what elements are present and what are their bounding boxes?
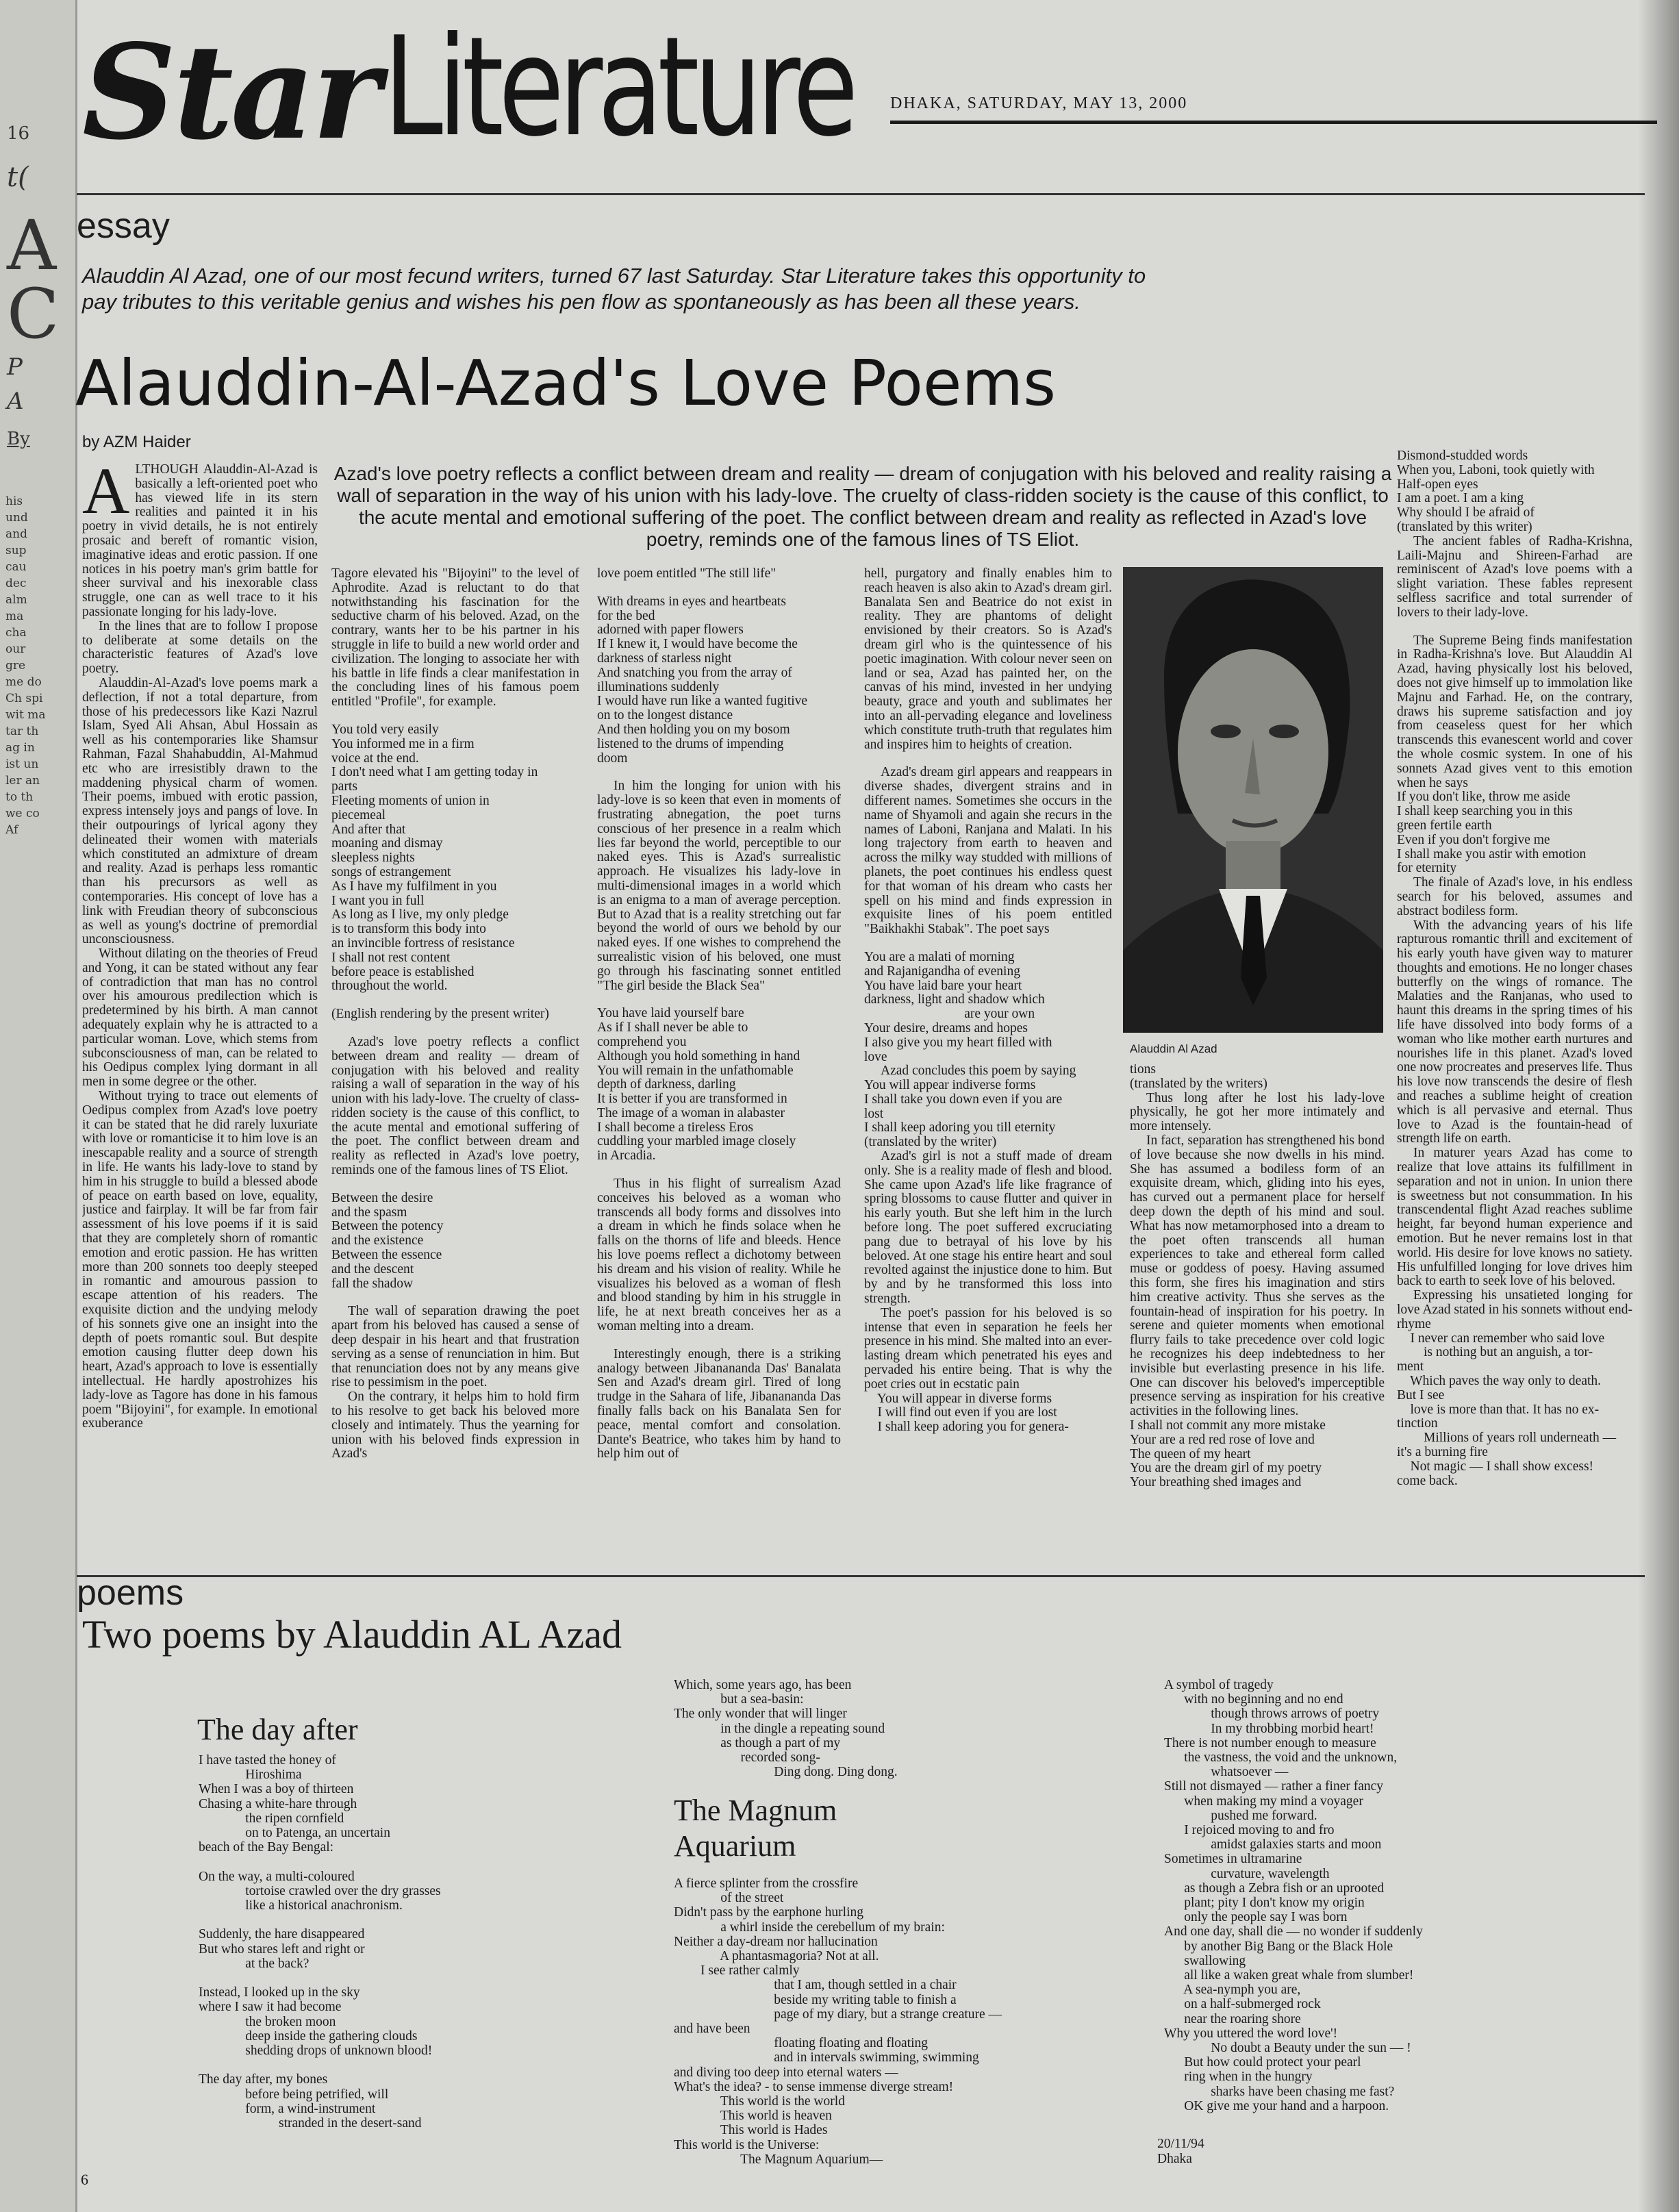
gutter-letter: By [7,429,30,449]
gutter-fragments: his und and sup cau dec alm ma cha our gre me do Ch spi wit ma tar th ag in ist un ler an to th we co Af [5,494,46,837]
gutter-letter: t( [7,162,29,193]
paragraph: In maturer years Azad has come to realize that love attains its fulfillment in separation and not in union. In union there is sweetness but not consummation. In his transcendental flight Azad reaches sublime height, far beyond human experience and emotion. But he never remains lost in that world. His desire for love knows no satiety. His unfulfilled longing for love drives him back to earth to seek love of his beloved. [1397,1146,1632,1289]
paragraph: Without dilating on the theories of Freud and Yong, it can be stated without any fear of contradiction that man has no control over his amourous predilection which is predetermined by his birth. A man cannot adequately explain why he is attracted to a particular woman. Love, which stems from subconsciousness of man, can be related to his Oedipus complex lying dormant in all men in some degree or the other. [82,946,318,1090]
article-column-5 [1130,1063,1385,1561]
poem-place: Dhaka [1157,2152,1192,2166]
poems-label: poems [77,1573,184,1613]
previous-page-gutter [0,0,77,2212]
paragraph: LTHOUGH Alauddin-Al-Azad is basically a left-oriented poet who has viewed life in its stern realities and painted it in his poetry in vivid details, he is not entirely prosaic and bereft of romantic vision, imaginative ideas and erotic passion. If one notices in his poetry man's grim battle for sheer survival and his inexorable class struggle, one can as well trace to it his passionate longing for his lady-love. [82,463,318,619]
pull-quote: Azad's love poetry reflects a conflict between dream and reality — dream of conjugation with his beloved and reality raising a wall of separation in the way of his union with his lady-love. The cruelty of class-ridden society is the cause of this conflict, to the acute mental and emotional suffering of the poet. The conflict between dream and reality as reflected in Azad's love poetry, reminds one of the famous lines of TS Eliot. [333,463,1392,550]
article-byline: by AZM Haider [82,433,191,451]
essay-label: essay [77,206,170,246]
paragraph: The ancient fables of Radha-Krishna, Laili-Majnu and Shireen-Farhad are reminiscent of Azad's love poems with a slight variation. These fables represent selfless sacrifice and total surrender of lovers to their lady-love. [1397,533,1632,620]
page-edge-shadow [1638,0,1679,2212]
paragraph: In the lines that are to follow I propose to deliberate at some details on the characteristic features of Azad's love poetry. [82,618,318,677]
author-photo [1123,567,1383,1033]
poem-title: The day after [197,1713,358,1746]
verse: You are a malati of morning and Rajanigandha of evening You have laid bare your heart darkness, light and shadow which are your own Your desire, dreams and hopes I also give you my heart filled with love [864,949,1052,1064]
poem-text: Which, some years ago, has been but a sea-basin: The only wonder that will linger in the dingle a repeating sound as though a part of my recorded song- Ding dong. Ding dong. [674,1678,898,1780]
article-column-6 [1397,449,1632,1561]
article-column-3 [597,567,841,1561]
poem-text: A symbol of tragedy with no beginning and no end though throws arrows of poetry In my throbbing morbid heart! There is not number enough to measure the vastness, the void and the unknown, whatsoever — Still not dismayed — rather a finer fancy when making my mind a voyager pushed me forward. I rejoiced moving to and fro amidst galaxies starts and moon Sometimes in ultramarine curvature, wavelength as though a Zebra fish or an uprooted plant; pity I don't know my origin only the people say I was born And one day, shall die — no wonder if suddenly by another Big Bang or the Black Hole swallowing all like a waken great whale from slumber! A sea-nymph you are, on a half-submerged rock near the roaring shore Why you uttered the word love'! No doubt a Beauty under the sun — ! But how could protect your pearl ring when in the hungry sharks have been chasing me fast? OK give me your hand and a harpoon. [1164,1678,1423,2113]
verse: I shall not commit any more mistake Your are a red red rose of love and The queen of my heart You are the dream girl of my poetry Your breathing shed images and [1130,1418,1326,1490]
gutter-letter: P [7,353,23,381]
masthead-literature: Literature [383,8,853,167]
verse: With dreams in eyes and heartbeats for the bed adorned with paper flowers If I knew it, I would have become the darkness of starless night And snatching you from the array of illuminations suddenly I would have run like a wanted fugitive on to the longest distance And then holding you on my bosom listened to the drums of impending doom [597,594,808,766]
verse: If you don't like, throw me aside I shall keep searching you in this green fertile earth Even if you don't forgive me I shall make you astir with emotion for eternity [1397,790,1587,876]
verse: Between the desire and the spasm Between the potency and the existence Between the essence and the descent fall the shadow [331,1190,444,1291]
article-column-2 [331,567,579,1561]
gutter-letter: C [7,274,60,354]
paragraph: Azad's dream girl appears and reappears in diverse shades, divergent strains and in different names. Sometimes she occurs in the name of Shyamoli and again she recurs in the names of Laboni, Ranjana and Malati. In his long trajectory from earth to heaven and across the milky way studded with millions of planets, the poet continues his endless quest for that woman of his dream who casts her spell on his mind and finds expression in exquisite lines of his poem entitled "Baikhakhi Stabak". The poet says [864,765,1112,937]
poems-section-rule [77,1575,1645,1577]
paragraph: Alauddin-Al-Azad's love poems mark a deflection, if not a total departure, from those of his predecessors like Kazi Nazrul Islam, Syed Ali Ahsan, Abul Hossain as well as his contemporaries like Shamsur Rahman, Fazal Shahabuddin, Al-Mahmud etc who are irresistibly drawn to the maddening physical charm of women. Their poems, imbued with erotic passion, express intensely joys and pangs of love. In their outpourings of lyrical agony they delineated their women with materials which constituted an admixture of dream and reality. Azad is perhaps less romantic than his precursors as well as contemporaries. His concept of love has a link with Freudian theory of subconscious as well as young's doctrine of premordial unconsciousness. [82,675,318,947]
masthead-star: Star [82,16,379,168]
masthead-rule [890,121,1657,124]
paragraph: On the contrary, it helps him to hold firm to his resolve to get back his beloved more closely and intimately. Thus the yearning for union with his beloved finds expression in Azad's [331,1390,579,1461]
paragraph: In him the longing for union with his lady-love is so keen that even in moments of frustrating abnegation, the poet turns conscious of her presence in a realm which lies far beyond the world, perceptible to our naked eyes. This is Azad's surrealistic approach. He visualizes his lady-love in multi-dimensional images in a world which is an enigma to a man of average perception. But to Azad that is a reality stretching out far beyond the world of ours we behold by our naked eyes. If one wishes to comprehend the surrealistic vision of his beloved, one must go through his fascinating sonnet entitled "The girl beside the Black Sea" [597,779,841,993]
paragraph: Azad concludes this poem by saying You will appear indiverse forms I shall take you down even if you are lost I shall keep adoring you till eternity (translated by the writer) [864,1064,1076,1150]
gutter-letter: A [7,388,24,415]
paragraph: The Supreme Being finds manifestation in Radha-Krishna's love. But Alauddin Al Azad, having physically lost his beloved, does not give himself up to immolation like Majnu and Farhad. He, on the contrary, draws his supreme satisfaction and joy from ceaseless quest for her which transcends this evanescent world and cover the whole cosmic system. In one of his sonnets Azad gives vent to this emotion when he says [1397,633,1632,790]
verse: Dismond-studded words When you, Laboni, took quietly with Half-open eyes I am a poet. I am a king Why should I be afraid of (translated by this writer) [1397,449,1595,534]
essay-intro: Alauddin Al Azad, one of our most fecund writers, turned 67 last Saturday. Star Literature takes this opportunity to pay tributes to this veritable genius and wishes his pen flow as spontaneously as has been all these years. [82,264,1146,314]
poems-title: Two poems by Alauddin AL Azad [82,1612,622,1657]
gutter-page-number: 16 [7,123,30,144]
verse: I never can remember who said love is nothing but an anguish, a tor- ment Which paves the way only to death. But I see love is more than that. It has no ex- tinction Millions of years roll underneath — it's a burning fire Not magic — I shall show excess! come back. [1397,1331,1617,1488]
paragraph: love poem entitled "The still life" [597,567,777,581]
paragraph: The finale of Azad's love, in his endless search for his beloved, assumes and abstract bodiless form. [1397,875,1632,918]
paragraph: Without trying to trace out elements of Oedipus complex from Azad's love poetry it can be stated that he did rarely luxuriate with love or romanticise it to him love is an inescapable reality and a source of strength in life. He wants his lady-love to stand by him in his struggle to build a blessed abode of peace on earth based on love, equality, justice and fairplay. It will be far from fair assessment of his love poems if it is said that they are completely shorn of romantic emotion and erotic passion. He has written more than 200 sonnets too deeply steeped in romantic and amourous passion to escape attention of his readers. The exquisite diction and the undying melody of his sonnets give one an insight into the depth of poets romantic soul. But despite emotion causing flutter deep down his heart, Azad's approach to love is essentially intellectual. He hardly apostrohizes his lady-love as Tagore has done in his famous poem "Bijoyini", for example. In emotional exuberance [82,1089,318,1431]
poem-text: A fierce splinter from the crossfire of the street Didn't pass by the earphone hurling a whirl inside the cerebellum of my brain: Neither a day-dream nor hallucination A phantasmagoria? Not at all. I see rather calmly that I am, though settled in a chair beside my writing table to finish a page of my diary, but a strange creature — and have been floating floating and floating and in intervals swimming, swimming and diving too deep into eternal waters — What's the idea? - to sense immense diverge stream! This world is the world This world is heaven This world is Hades This world is the Universe: The Magnum Aquarium— [674,1876,1002,2167]
paragraph: Azad's love poetry reflects a conflict between dream and reality — dream of conjugation with his beloved and reality raising a wall of separation in the way of his union with his lady-love. The cruelty of class-ridden society is the cause of this conflict, to the acute mental and emotional suffering of the poet. The conflict between dream and reality as reflected in Azad's love poetry, reminds one of the famous lines of TS Eliot. [331,1034,579,1178]
article-column-4 [864,567,1112,1561]
photo-caption: Alauddin Al Azad [1130,1042,1217,1055]
paragraph: With the advancing years of his life rapturous romantic thrill and excitement of his early youth have given way to maturer thoughts and emotions. He no longer chases butterfly on the wings of romance. The Malaties and the Ranjanas, who used to haunt this dreams in the spring times of his life have dissolved into body forms of a woman who like mother earth nurtures and nourishes life in this planet. Azad's loved one now procreates and preserves life. Thus his love now transcends the desire of flesh and reaches a sublime height of creation which is all pervasive and eternal. Thus love to Azad is the fountain-head of strength life on earth. [1397,918,1632,1146]
issue-date: DHAKA, SATURDAY, MAY 13, 2000 [890,95,1188,112]
paragraph: hell, purgatory and finally enables him to reach heaven is also akin to Azad's dream girl. Banalata Sen and Beatrice do not exist in reality. They are phantoms of delight envisioned by their creators. So is Azad's dream girl who is the quintessence of his poetic imagination. With colour never seen on land or sea, Azad has painted her, on the canvas of his mind, invested in her undying beauty, grace and youth and sublimates her into an all-pervading elegance and loveliness which constitute truth-truth that regulates him and inspires him to heights of creation. [864,567,1112,752]
verse: tions (translated by the writers) [1130,1063,1267,1091]
portrait-illustration [1123,567,1383,1033]
paragraph: Thus in his flight of surrealism Azad conceives his beloved as a woman who transcends all body forms and dissolves into a dream in which he finds solace when he falls on the thorns of life and bleeds. Hence his love poems reflect a dichotomy between his dream and his vision of reality. While he visualizes his beloved as a woman of flesh and blood standing by him in his struggle in life, he at next breath conceives her as a woman melting into a dream. [597,1177,841,1334]
drop-cap: A [82,463,130,527]
article-headline: Alauddin-Al-Azad's Love Poems [75,347,1057,420]
paragraph: The wall of separation drawing the poet apart from his beloved has caused a sense of deep despair in his heart and that frustration serving as a sense of renunciation in him. But that renunciation does not by any means give rise to pessimism in the poet. [331,1304,579,1390]
paragraph: In fact, separation has strengthened his bond of love because she now dwells in his mind. She has assumed a bodiless form of an exquisite dream, which, gliding into his eyes, has curved out a permanent place for herself deep down the depth of his mind and soul. What has now metamorphosed into a dream to the poet often transcends all human experiences to take and ethereal form called muse or goddess of poesy. Having assumed this form, she fires his imagination and stirs him creative activity. Thus she serves as the fountain-head of inspiration for his poetry. In serene and quieter moments when emotional flurry fails to take precedence over cold logic he recognizes his deep indebtedness to her invisible but everlasting presence in his life. One can discover his beloved's imperceptible presence serving as inspiration for his creative activities in the following lines. [1130,1133,1385,1419]
translation-note: (English rendering by the present writer) [331,1007,549,1022]
poem-date: 20/11/94 [1157,2137,1204,2151]
poem-title: The Magnum Aquarium [674,1794,837,1863]
paragraph: Azad's girl is not a stuff made of dream only. She is a reality made of flesh and blood. She came upon Azad's life like fragrance of spring blossoms to cause flutter and quiver in his early youth. But she left him in the lurch before long. The poet suffered excruciating pang due to betrayal of his love by his beloved. At one stage his entire heart and soul revolted against the injustice done to him. But by and by he transformed this loss into strength. [864,1149,1112,1307]
paragraph: Thus long after he lost his lady-love physically, he got her more intimately and more intensely. [1130,1090,1385,1134]
verse: You told very easily You informed me in a firm voice at the end. I don't need what I am getting today in parts Fleeting moments of union in piecemeal And after that moaning and dismay sleepless nights songs of estrangement As I have my fulfilment in you I want you in full As long as I live, my only pledge is to transform this body into an invincible fortress of resistance I shall not rest content before peace is established throughout the world. [331,722,538,994]
verse: You have laid yourself bare As if I shall never be able to comprehend you Although you hold something in hand You will remain in the unfathomable depth of darkness, darling It is better if you are transformed in The image of a woman in alabaster I shall become a tireless Eros cuddling your marbled image closely in Arcadia. [597,1006,800,1164]
paragraph: The poet's passion for his beloved is so intense that even in separation he feels her presence in his mind. She malted into an ever-lasting dream which penetrated his eyes and pervaded his entire being. That is why the poet cries out in ecstatic pain [864,1305,1112,1392]
article-column-1 [82,463,318,1560]
paragraph: Tagore elevated his "Bijoyini" to the level of Aphrodite. Azad is reluctant to do that notwithstanding his fascination for the seductive charm of his beloved. Azad, on the contrary, wants her to be his partner in his struggle in life to build a new world order and civilization. The longing to associate her with his battle in life finds a clear manifestation in the concluding lines of his famous poem entitled "Profile", for example. [331,567,579,709]
poem-text: I have tasted the honey of Hiroshima When I was a boy of thirteen Chasing a white-hare through the ripen cornfield on to Patenga, an uncertain beach of the Bay Bengal: On the way, a multi-coloured tortoise crawled over the dry grasses like a historical anachronism. Suddenly, the hare disappeared But who stares left and right or at the back? Instead, I looked up in the sky where I saw it had become the broken moon deep inside the gathering clouds shedding drops of unknown blood! The day after, my bones before being petrified, will form, a wind-instrument stranded in the desert-sand [199,1753,441,2131]
paragraph: Interestingly enough, there is a striking analogy between Jibanananda Das' Banalata Sen and Azad's dream girl. Tired of long trudge in the Sahara of life, Jibanananda Das finally falls back on his Banalata Sen for peace, mental comfort and consolation. Dante's Beatrice, who takes him by hand to help him out of [597,1346,841,1461]
section-rule [77,193,1645,195]
paragraph: Expressing his unsatieted longing for love Azad stated in his sonnets without end-rhyme [1397,1288,1632,1331]
verse: You will appear in diverse forms I will find out even if you are lost I shall keep adoring you for genera- [876,1391,1069,1435]
gutter-letter: A [7,205,57,286]
page-number: 6 [81,2171,88,2188]
